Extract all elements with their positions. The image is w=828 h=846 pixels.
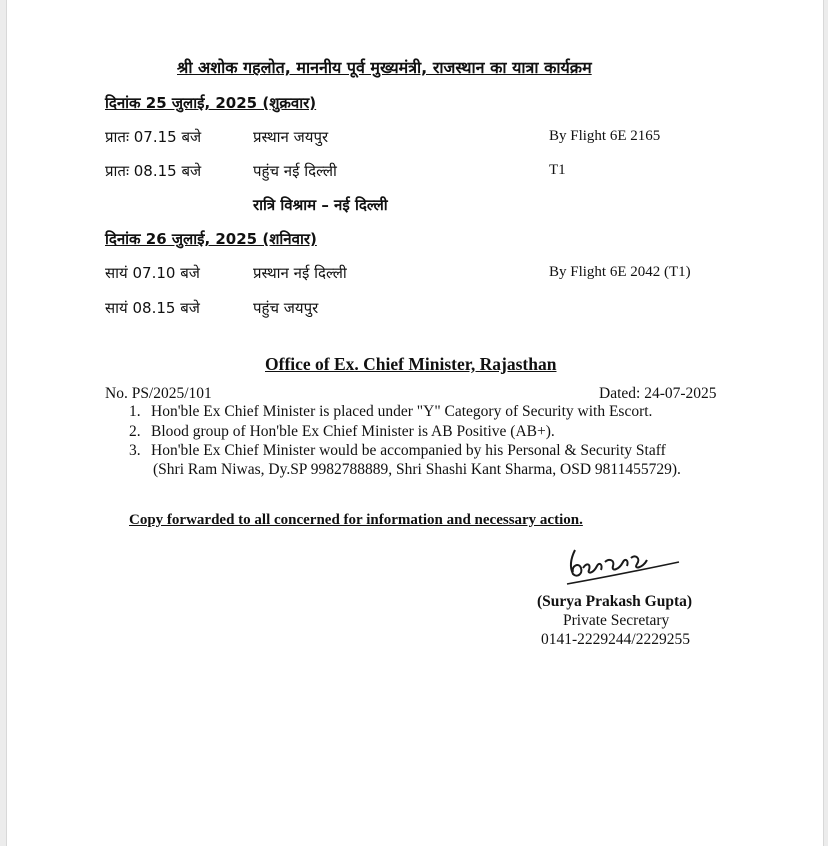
note-text: Blood group of Hon'ble Ex Chief Minister is AB Positive (AB+).: [151, 423, 555, 440]
day2-entry2-action: पहुंच जयपुर: [253, 299, 319, 317]
day1-entry1-time: प्रातः 07.15 बजे: [105, 128, 202, 146]
day1-date: दिनांक 25 जुलाई, 2025 (शुक्रवार): [105, 94, 317, 112]
signatory-phone: 0141-2229244/2229255: [541, 631, 690, 648]
office-heading: Office of Ex. Chief Minister, Rajasthan: [265, 354, 557, 374]
reference-number: No. PS/2025/101: [105, 385, 212, 402]
note-item: [129, 442, 666, 460]
dated-line: Dated: 24-07-2025: [599, 385, 717, 402]
note-text-continuation: (Shri Ram Niwas, Dy.SP 9982788889, Shri Shashi Kant Sharma, OSD 9811455729).: [153, 461, 681, 478]
day2-entry1-detail: By Flight 6E 2042 (T1): [549, 264, 691, 280]
day1-entry2-detail: T1: [549, 162, 566, 178]
day2-entry1-time: सायं 07.10 बजे: [105, 264, 200, 282]
document-title: श्री अशोक गहलोत, माननीय पूर्व मुख्यमंत्री, राजस्थान का यात्रा कार्यक्रम: [177, 58, 592, 77]
day1-entry1-detail: By Flight 6E 2165: [549, 128, 661, 144]
note-number: 3.: [129, 442, 141, 459]
note-number: 2.: [129, 423, 141, 440]
day1-entry2-time: प्रातः 08.15 बजे: [105, 162, 202, 180]
note-text: Hon'ble Ex Chief Minister is placed under "Y" Category of Security with Escort.: [151, 403, 653, 420]
day1-entry2-action: पहुंच नई दिल्ली: [253, 162, 337, 180]
note-item: [129, 403, 652, 421]
day2-date: दिनांक 26 जुलाई, 2025 (शनिवार): [105, 230, 317, 248]
note-item: [129, 423, 555, 441]
signature-image: [561, 544, 681, 588]
signatory-name: (Surya Prakash Gupta): [537, 593, 693, 610]
note-text: Hon'ble Ex Chief Minister would be accompanied by his Personal & Security Staff: [151, 442, 666, 459]
signatory-designation: Private Secretary: [563, 612, 670, 629]
day2-entry2-time: सायं 08.15 बजे: [105, 299, 200, 317]
night-stay: रात्रि विश्राम – नई दिल्ली: [253, 196, 388, 214]
copy-forwarded-line: Copy forwarded to all concerned for information and necessary action.: [129, 512, 583, 528]
note-number: 1.: [129, 403, 141, 420]
document-page: [6, 0, 824, 846]
day2-entry1-action: प्रस्थान नई दिल्ली: [253, 264, 347, 282]
day1-entry1-action: प्रस्थान जयपुर: [253, 128, 329, 146]
